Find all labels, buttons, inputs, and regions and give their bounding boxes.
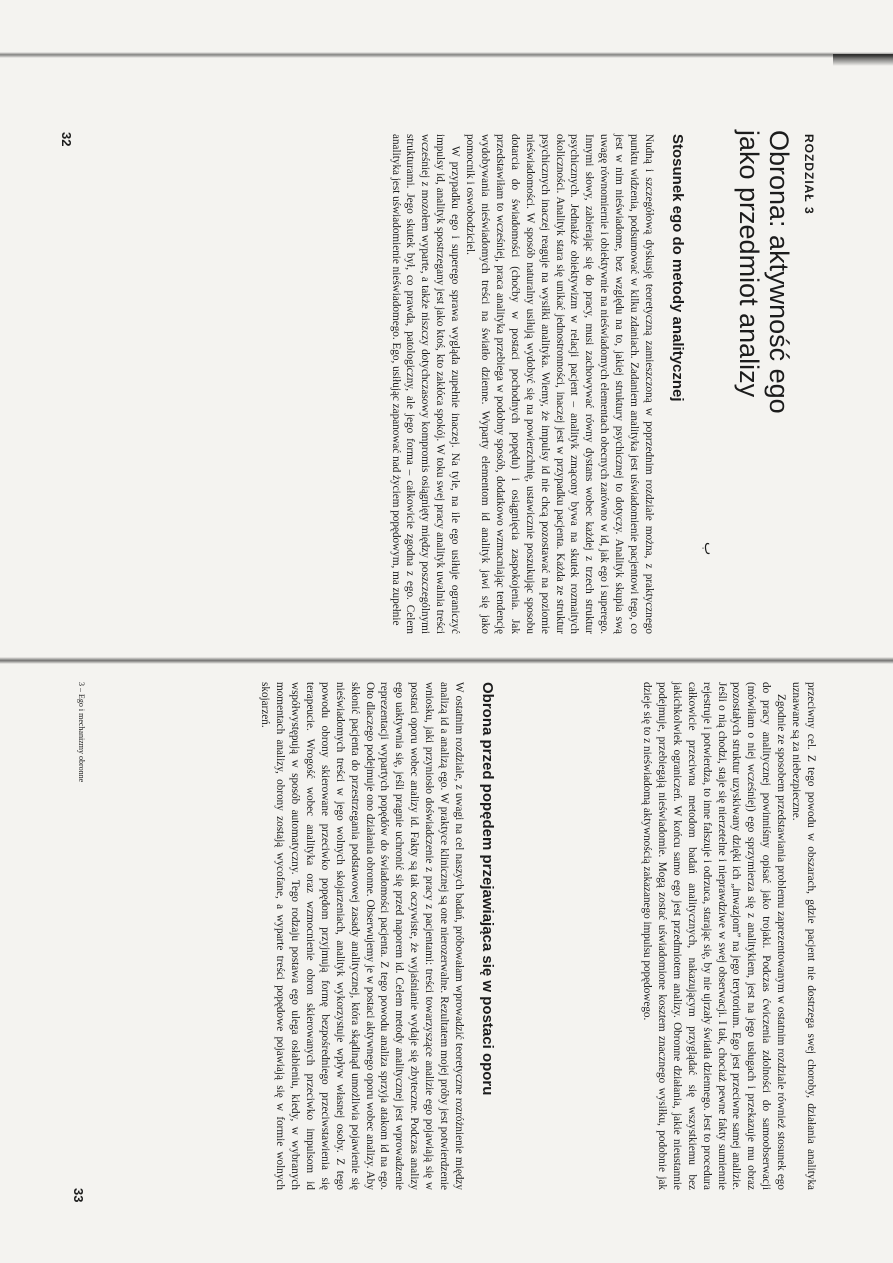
body-text bbox=[639, 682, 818, 1190]
running-footer: 3 – Ego i mechanizmy obronne bbox=[77, 682, 86, 783]
section-heading: Obrona przed popędem przejawiająca się w postaci oporu bbox=[479, 682, 496, 1096]
scan-shadow-corner bbox=[833, 54, 893, 66]
paragraph: W przypadku ego i superego sprawa wygląda zupełnie inaczej. Na tyle, na ile ego usiłuje ograniczyć impulsy id, analityk spostrzegany jest jako ktoś, kto zakłóca spokój. W toku swej pracy analityk uwalnia treści wcześniej z mozołem wyparte, a także niszczy dotychczasowy kompromis osiągnięty między poszczególnymi strukturami. Jego skutek był, co prawda, patologiczny, ale jego forma – całkowicie zgodna z ego. Celem analityka jest uświadomienie nieświadomego. Ego, usiłując zapanować nad życiem popędowym, ma zupełnie bbox=[389, 134, 462, 634]
page-33 bbox=[0, 668, 826, 1263]
body-text bbox=[388, 134, 656, 634]
body-text bbox=[257, 682, 466, 1190]
chapter-label: ROZDZIAŁ 3 bbox=[802, 134, 816, 215]
page-number: 32 bbox=[59, 132, 74, 147]
page-32 bbox=[0, 70, 826, 665]
paragraph: W ostatnim rozdziale, z uwagi na cel naszych badań, próbowałam wprowadzić teoretyczne rozróżnienie między analizą id a analizą ego. W praktyce klinicznej są one nierozerwalne. Rezultatem mojej próby jest potwierdzenie wniosku, jaki przyniosło doświadczenie z pracy z pacjentami: treści towarzyszące analizie ego pojawiają się w postaci oporu wobec analizy id. Fakty są tak oczywiste, że wyjaśnianie wydaje się zbyteczne. Podczas analizy ego uaktywnia się, jeśli pragnie uchronić się przed naporem id. Celem metody analitycznej jest wprowadzenie reprezentacji wypartych popędów do świadomości pacjenta. Z tego powodu analiza sprzyja atakom id na ego. Oto dlaczego podejmuje ono działania obronne. Obserwujemy je w postaci aktywnego oporu wobec analizy. Aby skłonić pacjenta do przestrzegania podstawowej zasady analitycznej, która skądinąd umożliwia pojawienie się nieświadomych treści w jego wolnych skojarzeniach, analityk wykorzystuje wpływ własnej osoby. Z tego powodu obrony skierowane przeciwko popędom przyjmują formę bezpośredniego przeciwstawienia się terapeucie. Wrogość wobec analityka oraz wzmocnienie obron skierowanych przeciwko impulsom id współwystępują w sposób automatyczny. Tego rodzaju postawa ego ulega osłabieniu, kiedy, w wybranych momentach analizy, obrony zostają wycofane, a wyparte treści popędowe pojawiają się w formie wolnych skojarzeń. bbox=[259, 682, 465, 1190]
scan-shadow-top bbox=[0, 52, 893, 58]
paragraph: Zgodnie ze sposobem przedstawiania problemu zaprezentowanym w ostatnim rozdziale również stosunek ego do pracy analitycznej powinniśmy opisać jako trojaki. Podczas ćwiczenia zdolności do samoobserwacji (mówiłam o niej wcześniej) ego sprzymierza się z analitykiem, jest na jego usługach i przekazuje mu obraz pozostałych struktur uzyskiwany dzięki ich „inwazjom” na jego terytorium. Ego jest przeciwne samej analizie. Jeśli o nią chodzi, staje się nierzetelne i nieprawdziwe w swej obserwacji. I tak, chociaż pewne fakty sumiennie rejestruje i potwierdza, to inne fałszuje i odrzuca, starając się, by nie ujrzały światła dziennego. Jest to procedura całkowicie przeciwna metodom badań analitycznych, nakazującym przyglądać się wszystkiemu bez jakichkolwiek ograniczeń. W końcu samo ego jest przedmiotem analizy. Obronne działania, jakie nieustannie podejmuje, przebiegają nieświadomie. Mogą zostać uświadomione kosztem znacznego wysiłku, podobnie jak dzieje się to z nieświadomą aktywnością zakazanego impulsu popędowego. bbox=[641, 682, 788, 1190]
chapter-title bbox=[734, 130, 794, 550]
chapter-title-line2: jako przedmiot analizy bbox=[734, 130, 764, 398]
page-number: 33 bbox=[71, 1188, 86, 1203]
section-heading: Stosunek ego do metody analitycznej bbox=[669, 134, 686, 402]
paragraph: przeciwny cel. Z tego powodu w obszarach, gdzie pacjent nie dostrzega swej choroby, działania analityka uznawane są za niebezpieczne. bbox=[790, 682, 817, 1190]
paragraph: Nudną i szczegółową dyskusję teoretyczną zamieszczoną w poprzednim rozdziale można, z praktycznego punktu widzenia, podsumować w kilku zdaniach. Zadaniem analityka jest uświadomienie pacjentowi tego, co jest w nim nieświadome, bez względu na to, jakiej struktury psychicznej to dotyczy. Analityk skupia swą uwagę równomiernie i obiektywnie na nieświadomych elementach obecnych zarówno w id, jak ego i superego. Innymi słowy, zabierając się do pracy, musi zachowywać równy dystans wobec każdej z trzech struktur psychicznych. Jednakże obiektywizm w relacji pacjent – analityk zmącony bywa na skutek rozmaitych okoliczności. Analityk stara się unikać jednostronności, inaczej jest w przypadku pacjenta. Każda ze struktur psychicznych inaczej reaguje na wysiłki analityka. Wiemy, że impulsy id nie chcą pozostawać na poziomie nieświadomości. W sposób naturalny usiłują wydobyć się na powierzchnię, ustawicznie poszukując sposobu dotarcia do świadomości (choćby w postaci pochodnych popędu) i osiągnięcia zaspokojenia. Jak przedstawiłam to wcześniej, praca analityka przebiega w podobny sposób, dodatkowo wzmacniając tendencję wydobywania nieświadomych treści na światło dzienne. Wyparty elementom id analityk jawi się jako pomocnik i oswobodziciel. bbox=[464, 134, 655, 634]
stray-mark: ب bbox=[702, 542, 718, 556]
chapter-title-line1: Obrona: aktywność ego bbox=[764, 130, 794, 414]
